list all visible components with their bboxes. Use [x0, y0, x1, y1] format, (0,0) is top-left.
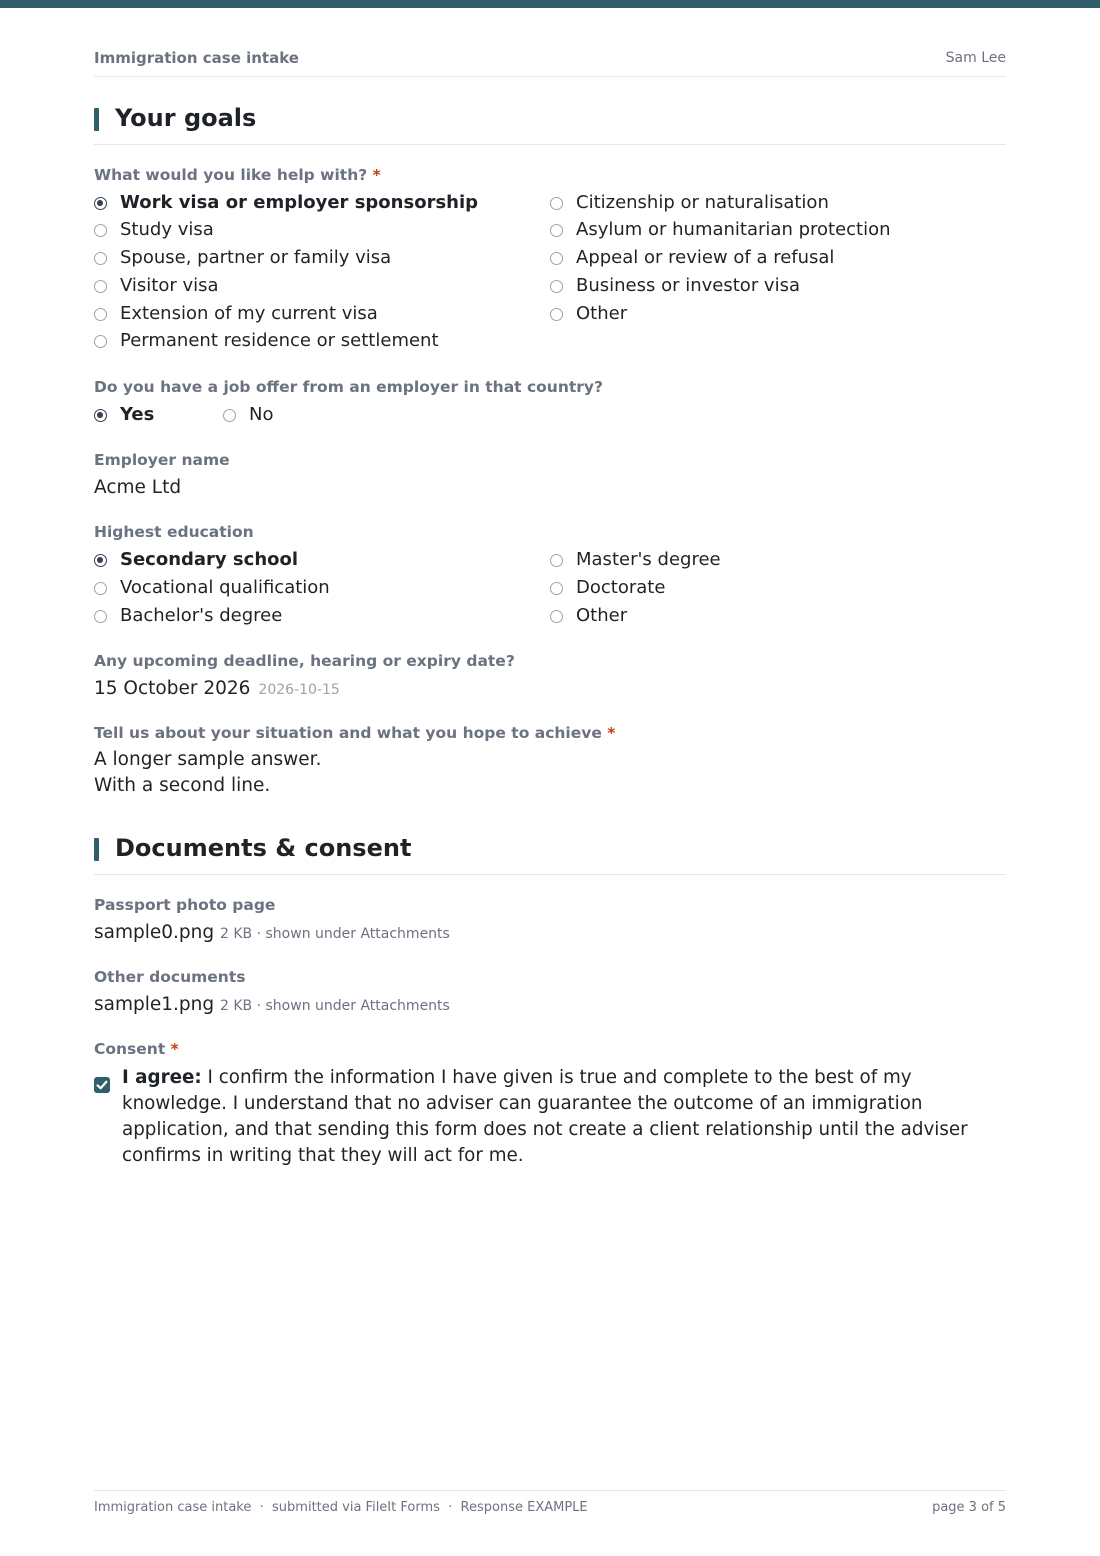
consent-body: I confirm the information I have given is true and complete to the best of my knowledge. I understand that no adviser can guarantee the outcome of an immigration application, and that sending this form does not create a client relationship until the adviser confirms in writing that they will act for me.	[122, 1067, 968, 1166]
radio-empty-icon	[94, 335, 107, 348]
radio-selected-icon	[94, 197, 107, 210]
radio-empty-icon	[550, 582, 563, 595]
radio-empty-icon	[94, 224, 107, 237]
section-marker	[94, 108, 99, 131]
radio-empty-icon	[550, 610, 563, 623]
form-title: Immigration case intake	[94, 49, 299, 67]
radio-empty-icon	[94, 582, 107, 595]
situation-label: Tell us about your situation and what you hope to achieve *	[94, 724, 616, 742]
radio-empty-icon	[550, 224, 563, 237]
page-header	[94, 49, 1006, 77]
employer-name-value: Acme Ltd	[94, 477, 182, 498]
section-documents-consent	[94, 834, 1006, 875]
required-asterisk: *	[170, 1040, 179, 1058]
passport-file	[94, 922, 450, 943]
consent-label: Consent *	[94, 1040, 179, 1058]
radio-empty-icon	[550, 280, 563, 293]
required-asterisk: *	[372, 166, 381, 184]
radio-empty-icon	[550, 554, 563, 567]
required-asterisk: *	[607, 724, 616, 742]
employer-name-label: Employer name	[94, 451, 230, 469]
deadline-iso-date: 2026-10-15	[258, 682, 340, 698]
radio-empty-icon	[94, 308, 107, 321]
deadline-value	[94, 678, 340, 699]
page-number: page 3 of 5	[932, 1500, 1006, 1515]
other-documents-label: Other documents	[94, 968, 246, 986]
passport-label: Passport photo page	[94, 896, 276, 914]
radio-empty-icon	[94, 280, 107, 293]
radio-empty-icon	[94, 252, 107, 265]
other-documents-file	[94, 994, 450, 1015]
respondent-name: Sam Lee	[945, 50, 1006, 66]
radio-empty-icon	[550, 308, 563, 321]
other-documents-file-name[interactable]: sample1.png	[94, 994, 215, 1015]
deadline-label: Any upcoming deadline, hearing or expiry date?	[94, 652, 515, 670]
radio-selected-icon	[94, 554, 107, 567]
passport-file-name[interactable]: sample0.png	[94, 922, 215, 943]
deadline-date: 15 October 2026	[94, 678, 251, 699]
radio-empty-icon	[94, 610, 107, 623]
situation-value: A longer sample answer. With a second line.	[94, 749, 322, 796]
other-documents-file-meta: 2 KB · shown under Attachments	[220, 998, 450, 1014]
section-your-goals	[94, 104, 1006, 145]
consent-agree-label: I agree:	[122, 1067, 202, 1088]
page-footer	[94, 1490, 1006, 1515]
top-accent-bar	[0, 0, 1100, 8]
checkmark-icon	[94, 1077, 110, 1093]
consent-statement	[122, 1065, 1006, 1169]
section-title: Documents & consent	[115, 834, 412, 862]
help-with-label: What would you like help with? *	[94, 166, 381, 184]
footer-info: Immigration case intake · submitted via FileIt Forms · Response EXAMPLE	[94, 1500, 588, 1515]
section-title: Your goals	[115, 104, 257, 132]
radio-empty-icon	[550, 252, 563, 265]
passport-file-meta: 2 KB · shown under Attachments	[220, 926, 450, 942]
education-label: Highest education	[94, 523, 254, 541]
radio-empty-icon	[223, 409, 236, 422]
job-offer-label: Do you have a job offer from an employer in that country?	[94, 378, 604, 396]
consent-checkbox[interactable]	[94, 1077, 110, 1093]
radio-empty-icon	[550, 197, 563, 210]
section-marker	[94, 838, 99, 861]
radio-selected-icon	[94, 409, 107, 422]
